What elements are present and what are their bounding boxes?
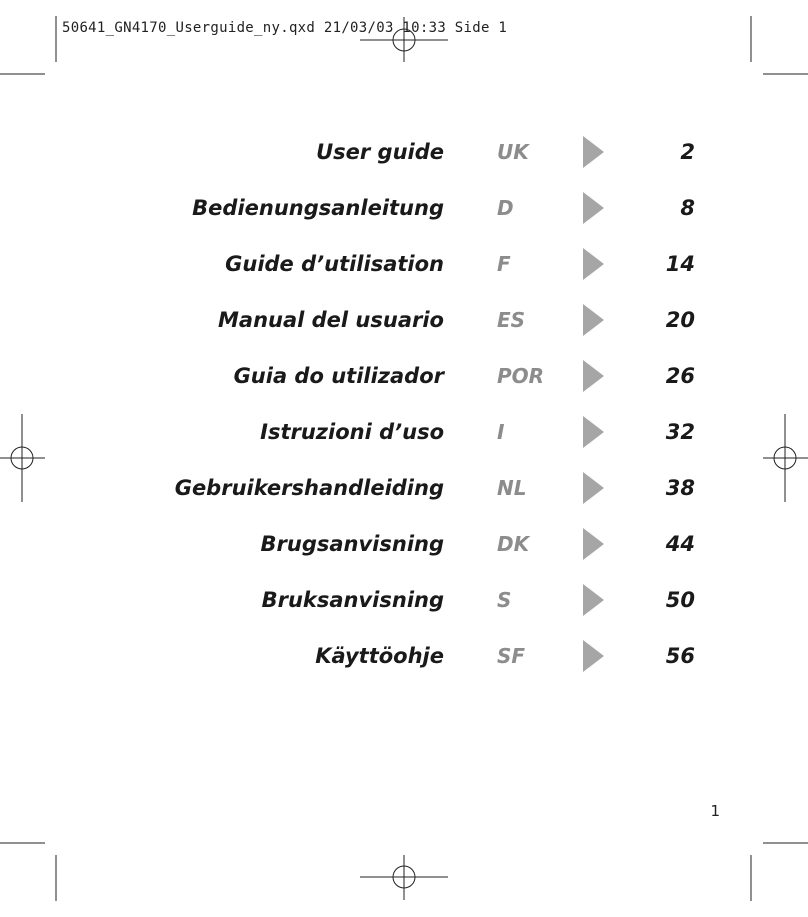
toc-entry-language-code: D: [497, 196, 514, 220]
toc-entry[interactable]: [0, 468, 808, 508]
toc-entry-page-number: 32: [665, 420, 695, 444]
triangle-right-icon: [583, 640, 604, 672]
toc-entry-page-number: 50: [665, 588, 695, 612]
page-folio-number: 1: [710, 802, 720, 820]
toc-entry-page-number: 38: [665, 476, 695, 500]
toc-entry-language-code: POR: [497, 364, 545, 388]
toc-entry-language-code: S: [497, 588, 512, 612]
registration-mark-icon-bottom: [360, 855, 448, 900]
toc-entry-title: Gebruikershandleiding: [174, 476, 444, 500]
toc-entry[interactable]: [0, 524, 808, 564]
toc-entry[interactable]: [0, 188, 808, 228]
triangle-right-icon: [583, 528, 604, 560]
toc-entry[interactable]: [0, 580, 808, 620]
toc-entry-language-code: SF: [497, 644, 526, 668]
toc-entry[interactable]: [0, 356, 808, 396]
toc-entry-language-code: DK: [497, 532, 530, 556]
toc-entry-page-number: 44: [665, 532, 695, 556]
toc-entry-page-number: 14: [665, 252, 695, 276]
toc-entry-title: Bruksanvisning: [261, 588, 444, 612]
triangle-right-icon: [583, 304, 604, 336]
toc-entry[interactable]: [0, 244, 808, 284]
toc-entry[interactable]: [0, 300, 808, 340]
toc-entry-page-number: 20: [665, 308, 695, 332]
triangle-right-icon: [583, 360, 604, 392]
toc-entry[interactable]: [0, 132, 808, 172]
toc-entry[interactable]: [0, 636, 808, 676]
toc-entry-title: Käyttöohje: [315, 644, 444, 668]
toc-entry-page-number: 26: [665, 364, 695, 388]
toc-entry-language-code: UK: [497, 140, 529, 164]
triangle-right-icon: [583, 136, 604, 168]
registration-mark-icon-top: [360, 17, 448, 62]
toc-entry-page-number: 2: [680, 140, 695, 164]
toc-entry-page-number: 8: [680, 196, 695, 220]
triangle-right-icon: [583, 472, 604, 504]
toc-entry-language-code: NL: [497, 476, 527, 500]
triangle-right-icon: [583, 192, 604, 224]
toc-entry[interactable]: [0, 412, 808, 452]
toc-entry-title: Istruzioni d’uso: [260, 420, 444, 444]
toc-entry-title: Manual del usuario: [218, 308, 444, 332]
triangle-right-icon: [583, 248, 604, 280]
toc-entry-language-code: F: [497, 252, 511, 276]
triangle-right-icon: [583, 584, 604, 616]
toc-entry-title: Guide d’utilisation: [225, 252, 444, 276]
toc-entry-title: Bedienungsanleitung: [192, 196, 444, 220]
toc-entry-title: Guia do utilizador: [233, 364, 444, 388]
triangle-right-icon: [583, 416, 604, 448]
file-slug-line: 50641_GN4170_Userguide_ny.qxd 21/03/03 10:33 Side 1: [62, 20, 508, 36]
toc-entry-title: User guide: [316, 140, 444, 164]
toc-entry-language-code: ES: [497, 308, 526, 332]
toc-entry-page-number: 56: [665, 644, 695, 668]
toc-entry-title: Brugsanvisning: [260, 532, 444, 556]
toc-entry-language-code: I: [497, 420, 505, 444]
